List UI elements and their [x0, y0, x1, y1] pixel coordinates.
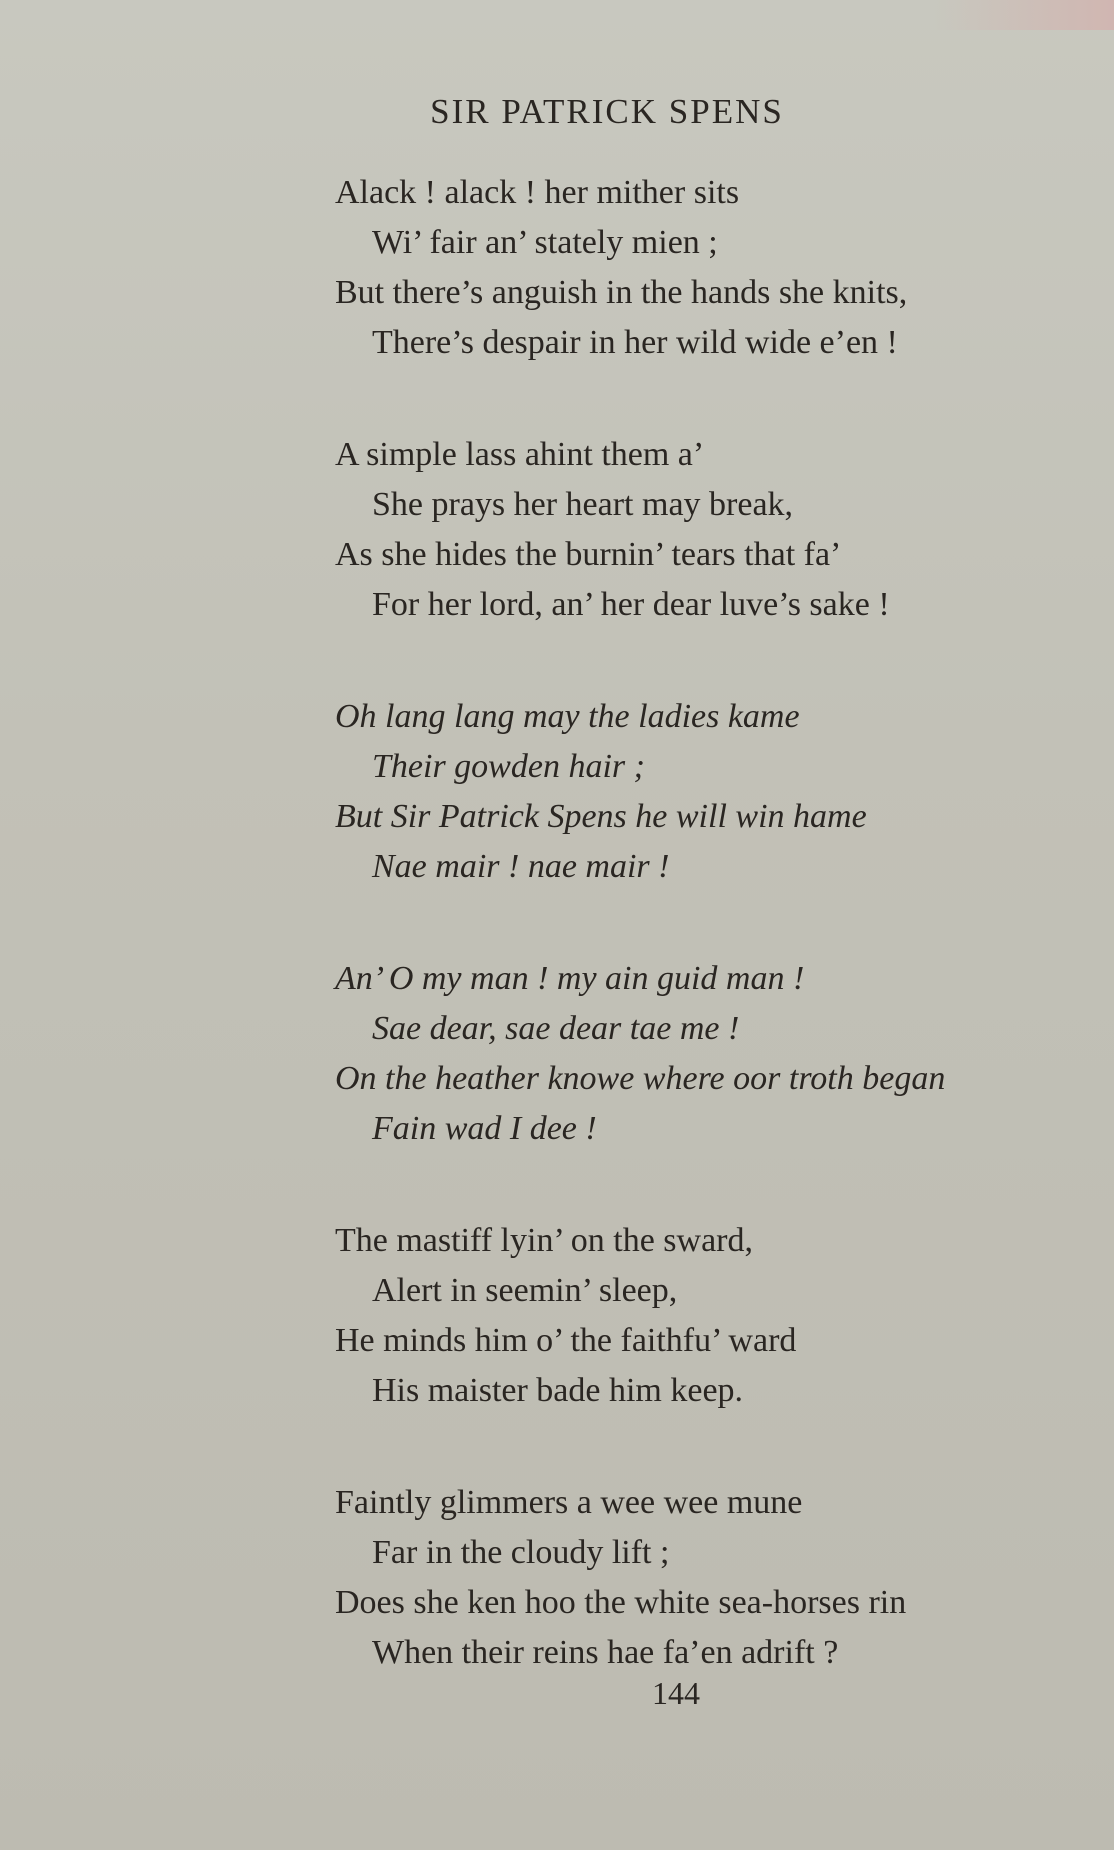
verse-line: As she hides the burnin’ tears that fa’ [335, 536, 842, 573]
stanza-2 [335, 430, 1075, 630]
verse-line: Fain wad I dee ! [372, 1110, 597, 1147]
verse-line: Wi’ fair an’ stately mien ; [372, 224, 718, 261]
page-corner-tint [934, 0, 1114, 30]
verse-line: The mastiff lyin’ on the sward, [335, 1222, 753, 1259]
verse-line: Alert in seemin’ sleep, [372, 1272, 678, 1309]
verse-line: On the heather knowe where oor troth began [335, 1060, 946, 1097]
verse-line: Sae dear, sae dear tae me ! [372, 1010, 740, 1047]
stanza-5 [335, 1216, 1075, 1416]
verse-line: But there’s anguish in the hands she knits, [335, 274, 908, 311]
verse-line: Faintly glimmers a wee wee mune [335, 1484, 803, 1521]
stanza-3 [335, 692, 1075, 892]
verse-line: Oh lang lang may the ladies kame [335, 698, 800, 735]
stanza-1 [335, 168, 1075, 368]
stanza-6 [335, 1478, 1075, 1678]
verse-line: Nae mair ! nae mair ! [372, 848, 670, 885]
verse-line: Does she ken hoo the white sea-horses rin [335, 1584, 907, 1621]
verse-line: For her lord, an’ her dear luve’s sake ! [372, 586, 890, 623]
verse-line: There’s despair in her wild wide e’en ! [372, 324, 898, 361]
verse-line: When their reins hae fa’en adrift ? [372, 1634, 839, 1671]
page-number: 144 [652, 1675, 700, 1711]
verse-line: A simple lass ahint them a’ [335, 436, 705, 473]
verse-line: Their gowden hair ; [372, 748, 645, 785]
stanza-4 [335, 954, 1075, 1154]
verse-line: He minds him o’ the faithfu’ ward [335, 1322, 797, 1359]
verse-line: Alack ! alack ! her mither sits [335, 174, 740, 211]
verse-line: She prays her heart may break, [372, 486, 794, 523]
verse-line: His maister bade him keep. [372, 1372, 744, 1409]
verse-line: Far in the cloudy lift ; [372, 1534, 670, 1571]
verse-line: But Sir Patrick Spens he will win hame [335, 798, 867, 835]
poem-body [335, 168, 1075, 1740]
verse-line: An’ O my man ! my ain guid man ! [335, 960, 805, 997]
running-head: SIR PATRICK SPENS [430, 92, 784, 131]
